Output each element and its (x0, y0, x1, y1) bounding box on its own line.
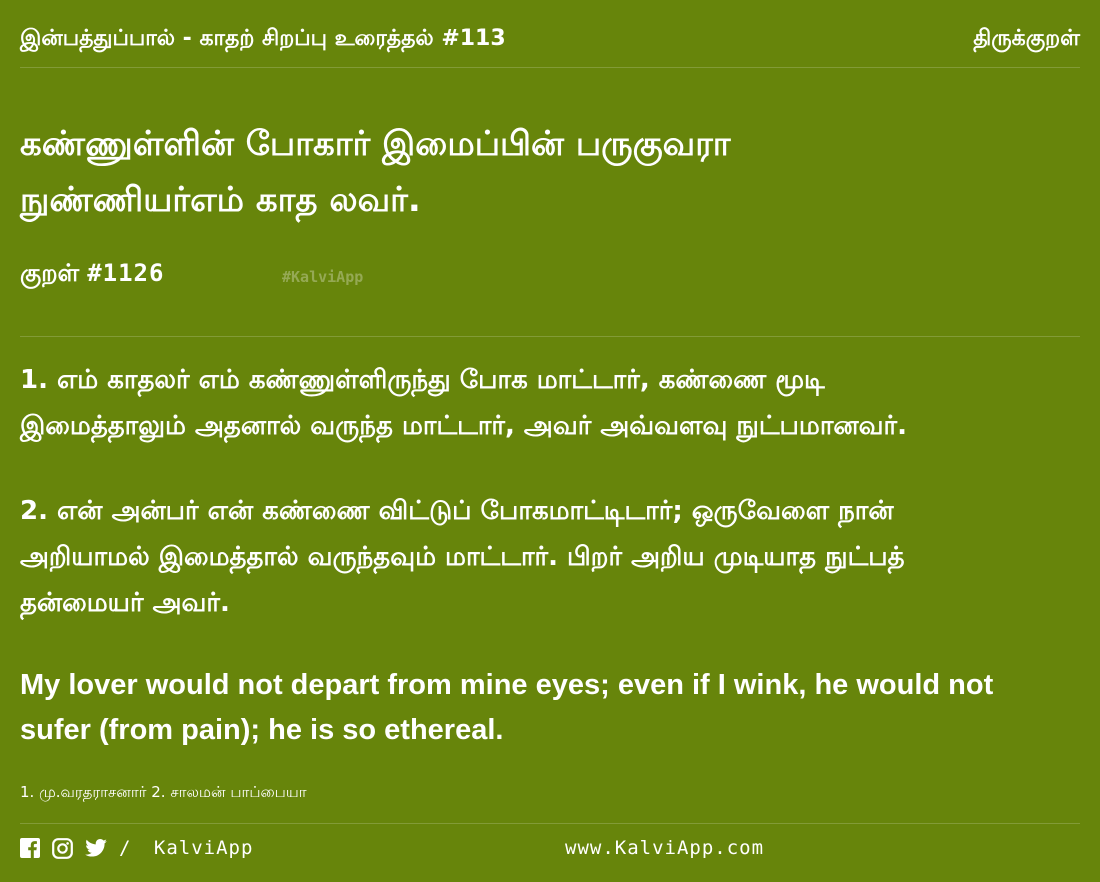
twitter-icon[interactable] (85, 839, 107, 857)
english-line-2: sufer (from pain); he is so ethereal. (20, 714, 504, 746)
english-line-1: My lover would not depart from mine eyes; even if I wink, he would not (20, 669, 994, 701)
facebook-icon[interactable] (20, 838, 40, 858)
hashtag-watermark: #KalviApp (282, 268, 364, 286)
kural-line-1: கண்ணுள்ளின் போகார் இமைப்பின் பருகுவரா (20, 124, 731, 164)
header (20, 24, 1080, 56)
explanation-2 (20, 488, 1080, 626)
kural-line-2: நுண்ணியர்எம் காத லவர். (20, 180, 421, 220)
explanation-1-line-1: 1. எம் காதலர் எம் கண்ணுள்ளிருந்து போக மாட்டார், கண்ணை மூடி (20, 365, 825, 395)
social-links (20, 838, 107, 859)
explanation-1 (20, 357, 1080, 449)
explanation-2-line-2: அறியாமல் இமைத்தால் வருந்தவும் மாட்டார். பிறர் அறிய முடியாத நுட்பத் (20, 542, 905, 572)
footer (20, 834, 1080, 862)
footer-divider (20, 823, 1080, 824)
kural-number (20, 259, 164, 290)
instagram-icon[interactable] (52, 838, 73, 859)
credits: 1. மு.வரதராசனார் 2. சாலமன் பாப்பையா (20, 783, 307, 801)
chapter-title: இன்பத்துப்பால் - காதற் சிறப்பு உரைத்தல் #113 (20, 26, 506, 51)
english-translation (20, 663, 1080, 753)
book-title: திருக்குறள் (973, 26, 1080, 51)
explanation-2-line-3: தன்மையர் அவர். (20, 588, 230, 618)
kural-verse (20, 116, 1080, 228)
section-divider (20, 336, 1080, 337)
kural-number-label: குறள் (20, 259, 80, 287)
website-link[interactable]: www.KalviApp.com (565, 837, 765, 859)
header-divider (20, 67, 1080, 68)
kural-number-value: #1126 (87, 259, 165, 287)
social-handle[interactable] (119, 837, 253, 859)
explanation-1-line-2: இமைத்தாலும் அதனால் வருந்த மாட்டார், அவர் அவ்வளவு நுட்பமானவர். (20, 411, 907, 441)
handle-text: KalviApp (153, 837, 254, 859)
explanation-2-line-1: 2. என் அன்பர் என் கண்ணை விட்டுப் போகமாட்டிடார்; ஒருவேளை நான் (20, 496, 894, 526)
handle-separator: / (119, 837, 132, 859)
page (20, 0, 1080, 882)
